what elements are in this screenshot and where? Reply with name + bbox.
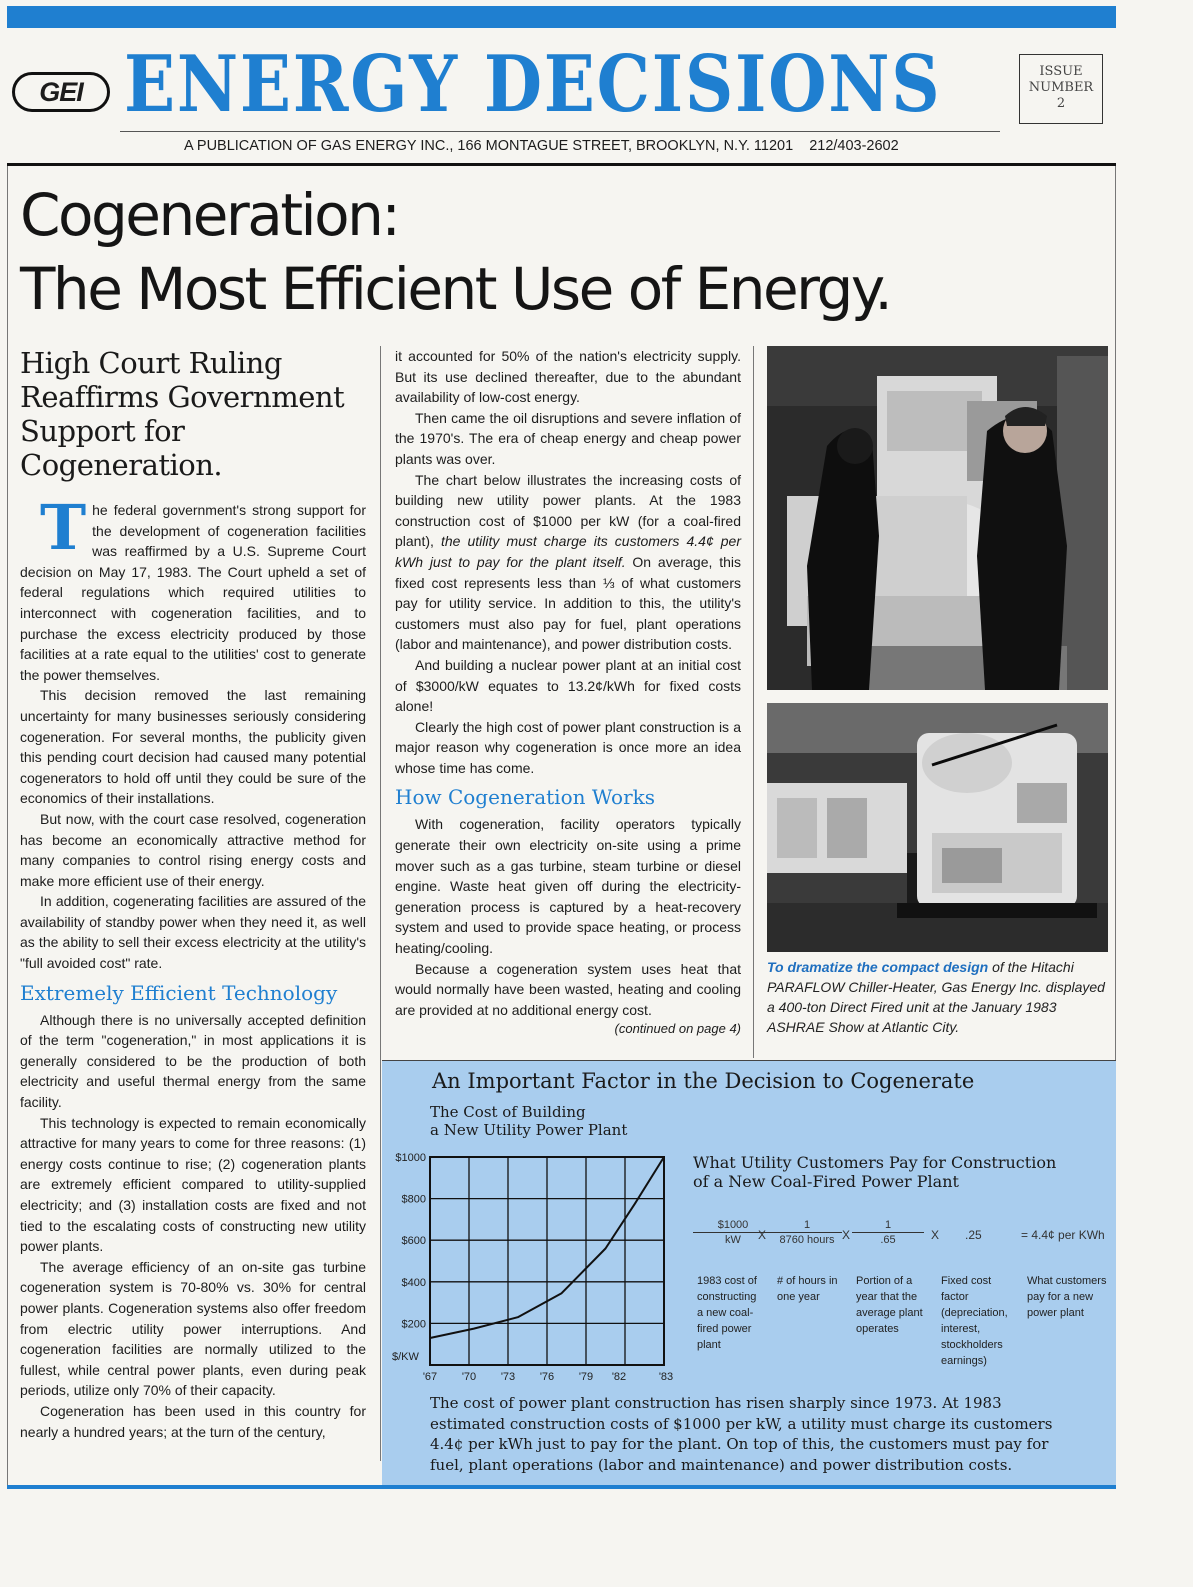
fraction-numerator: 1 [772, 1219, 842, 1233]
article-column-1 [20, 346, 366, 1442]
headline-line-2: The Most Efficient Use of Energy. [20, 255, 891, 323]
article-paragraph: With cogeneration, facility operators typically generate their own electricity on-site using a prime mover such as a gas turbine, steam turbine or diesel engine. Waste heat given off during the electricity-generation process is captured by a heat-recovery system and used to provide space heating, or process heating/cooling. [395, 816, 741, 957]
bottom-color-bar [7, 1485, 1116, 1489]
masthead-title: ENERGY DECISIONS [124, 39, 942, 130]
fraction-denominator: .65 [880, 1234, 896, 1246]
box-title: An Important Factor in the Decision to Cogenerate [432, 1069, 975, 1093]
x-tick-label: '67 [422, 1371, 438, 1383]
box-summary-text: The cost of power plant construction has risen sharply since 1973. At 1983 estimated construction costs of $1000 per kW, a utility must charge its customers 4.4¢ per kWh just to pay for the plant. On top of this, the customers must pay for fuel, plant operations (labor and maintenance) and power distribution costs. [430, 1394, 1053, 1474]
multiply-sign: X [842, 1228, 851, 1242]
cost-title-line-1: What Utility Customers Pay for Construction [693, 1153, 1057, 1172]
issue-number-box [1019, 54, 1103, 124]
gei-logo: GEI [12, 72, 110, 112]
article-paragraph: it accounted for 50% of the nation's electricity supply. But its use declined thereafter, due to the abundant availability of low-cost energy. [395, 348, 741, 406]
article-paragraph [395, 470, 741, 655]
fraction-denominator: kW [725, 1234, 741, 1246]
x-tick-label: '76 [539, 1371, 555, 1383]
cost-breakdown-title [693, 1153, 1056, 1191]
x-tick-label: '73 [500, 1371, 516, 1383]
article-paragraph: Clearly the high cost of power plant construction is a major reason why cogeneration is once more an idea whose time has come. [395, 718, 741, 776]
x-tick-label: '70 [461, 1371, 477, 1383]
formula-description: # of hours in one year [777, 1275, 838, 1303]
formula-description: 1983 cost of constructing a new coal-fired power plant [697, 1275, 757, 1351]
article-paragraph: In addition, cogenerating facilities are assured of the availability of standby power when they need it, as well as the ability to sell their excess electricity at the utility's "full avoided cost" rate. [20, 893, 366, 972]
x-tick-label: '82 [611, 1371, 627, 1383]
publisher-phone: 212/403-2602 [809, 138, 899, 154]
fraction-numerator: $1000 [693, 1219, 773, 1233]
formula-description: Fixed cost factor (depreciation, interest, stockholders earnings) [941, 1275, 1008, 1367]
y-tick-label: $400 [401, 1276, 426, 1289]
issue-label: ISSUE [1039, 64, 1083, 79]
subhead-how-cogeneration-works: How Cogeneration Works [395, 785, 656, 810]
formula-hours-per-year [772, 1219, 842, 1246]
cost-title-line-2: of a New Coal-Fired Power Plant [693, 1172, 959, 1191]
emphasis-text: the utility must charge its customers 4.4¢ per kWh just to pay for the plant itself. [395, 533, 741, 570]
drop-cap: T [40, 491, 87, 564]
y-tick-label: $600 [401, 1235, 426, 1248]
paragraph-text: On average, this fixed cost represents less than ⅓ of what customers pay for utility service. In addition to this, the utility's customers must also pay for fuel, plant operations (labor and maintenance), and power distribution costs. [395, 553, 741, 653]
article-paragraph [20, 491, 366, 685]
column-divider [380, 346, 381, 1461]
fraction-numerator: 1 [852, 1219, 924, 1233]
paragraph-text: The chart below illustrates the increasing costs of building new utility power plants. At the 1983 construction cost of $1000 per kW (for a coal-fired plant), [395, 471, 741, 550]
chart-title-line-1: The Cost of Building [430, 1103, 586, 1121]
caption-lead: To dramatize the compact design [767, 959, 989, 975]
y-axis-ticks [395, 1152, 426, 1330]
x-tick-label: '83 [658, 1371, 674, 1383]
formula-result: = 4.4¢ per KWh [1021, 1228, 1105, 1242]
article-paragraph: This technology is expected to remain economically attractive for many years to come for three reasons: (1) energy costs continue to rise; (2) cogeneration plants are extremely efficient compared to utility-supplied electricity; and (3) installation costs are fixed and not tied to the escalating costs of constructing new utility power plants. [20, 1114, 366, 1255]
y-tick-label: $800 [401, 1193, 426, 1206]
y-tick-label: $200 [401, 1318, 426, 1331]
power-plant-cost-chart [388, 1145, 684, 1389]
x-tick-label: '79 [578, 1371, 594, 1383]
fixed-cost-factor-value: .25 [965, 1228, 982, 1242]
publication-line [184, 138, 954, 154]
article-paragraph: This decision removed the last remaining uncertainty for many businesses seriously considering cogeneration. For several months, the publicity given this pending court decision had caused many potential cogenerators to hold off until they could be sure of the economics of their installations. [20, 687, 366, 807]
multiply-sign: X [931, 1228, 940, 1242]
chart-title-line-2: a New Utility Power Plant [430, 1121, 628, 1139]
issue-value: 2 [1056, 96, 1066, 111]
article-paragraph: Although there is no universally accepted definition of the term "cogeneration," in most applications it is generally considered to be the production of both electricity and useful thermal energy from the same facility. [20, 1011, 366, 1111]
headline-line-1: Cogeneration: [20, 181, 399, 249]
formula-description: What customers pay for a new power plant [1027, 1275, 1107, 1319]
article-paragraph: Because a cogeneration system uses heat that would normally have been wasted, heating and cooling are provided at no additional energy cost. [395, 960, 741, 1018]
article-paragraph: Then came the oil disruptions and severe inflation of the 1970's. The era of cheap energy and cheap power plants was over. [395, 409, 741, 467]
top-color-bar [7, 6, 1116, 28]
paragraph-text: he federal government's strong support for the development of cogeneration facilities was reaffirmed by a U.S. Supreme Court decision on May 17, 1983. The Court upheld a set of federal regulations which required utilities to interconnect with cogeneration facilities, and to purchase the excess electricity produced by those facilities at a rate equal to the utilities' cost to generate the power themselves. [20, 502, 366, 683]
fraction-denominator: 8760 hours [779, 1234, 835, 1246]
masthead-rule [120, 131, 1000, 132]
y-axis-unit-label: $/KW [392, 1351, 419, 1363]
multiply-sign: X [758, 1228, 767, 1242]
column-divider [753, 346, 754, 1058]
chart-grid [430, 1157, 664, 1365]
kicker-headline: High Court Ruling Reaffirms Government Support for Cogeneration. [20, 346, 345, 482]
x-axis-ticks [423, 1371, 673, 1383]
photo-caption [767, 957, 1112, 1037]
photo-engineers-at-machine [767, 346, 1108, 690]
subhead-efficient-technology: Extremely Efficient Technology [20, 980, 338, 1005]
article-paragraph: Cogeneration has been used in this country for nearly a hundred years; at the turn of the century, [20, 1402, 366, 1440]
number-label: NUMBER [1028, 80, 1094, 95]
continued-note: (continued on page 4) [614, 1021, 741, 1037]
publisher-address: A PUBLICATION OF GAS ENERGY INC., 166 MONTAGUE STREET, BROOKLYN, N.Y. 11201 [184, 138, 794, 154]
formula-operating-portion [852, 1219, 924, 1246]
article-paragraph: And building a nuclear power plant at an initial cost of $3000/kW equates to 13.2¢/kWh for fixed costs alone! [395, 656, 741, 715]
article-column-2 [395, 346, 741, 1038]
y-tick-label: $1000 [395, 1152, 426, 1164]
photo-chiller-heater-display [767, 703, 1108, 952]
main-headline [20, 178, 1110, 326]
article-paragraph: But now, with the court case resolved, cogeneration has become an economically attractive method for many companies to control rising energy costs and make more efficient use of their energy. [20, 810, 366, 889]
caption-text: of the Hitachi PARAFLOW Chiller-Heater, Gas Energy Inc. displayed a 400-ton Direct Fired unit at the January 1983 ASHRAE Show at Atlantic City. [767, 959, 1105, 1035]
formula-description: Portion of a year that the average plant operates [856, 1275, 923, 1335]
chart-title [430, 1103, 627, 1139]
article-paragraph: The average efficiency of an on-site gas turbine cogeneration system is 70-80% vs. 30% for central power plants. Cogeneration systems also offer freedom from electric utility power interruptions. And cogeneration facilities are normally utilized to the fullest, while central power plants, even during peak periods, utilize only 70% of their capacity. [20, 1258, 366, 1399]
